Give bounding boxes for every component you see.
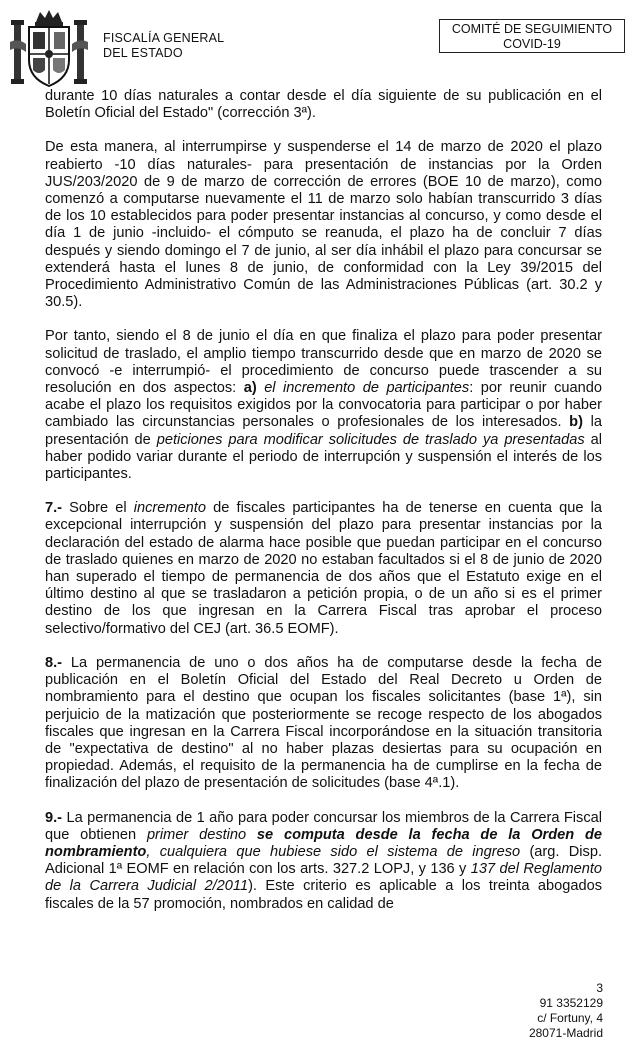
text-run: : por reunir cuando acabe el plazo los requisitos exigidos por la convocatoria para participar o por haber cambiado las circunstancias personales o profesionales de los interesados.: [45, 380, 603, 431]
italic-run: 137 del Reglamento de la Carrera Judicial 2/2011: [45, 861, 603, 895]
italic-run: incremento: [133, 500, 206, 517]
text-run: La permanencia de uno o dos años ha de computarse desde la fecha de publicación en el Boletín Oficial del Estado del Real Decreto u Orden de nombramiento para el destino que ocupan los fiscales solicitantes (base 1ª), sin perjuicio de la matización que posteriormente se recoge respecto de los abogados fiscales que ingresan en la Carrera Fiscal incorporándose en la situación transitoria de "expectativa de destino" al no haber plazas desiertas para su ocupación en propiedad. Además, el requisito de la permanencia ha de cumplirse en la fecha de finalización del plazo de presentación de solicitudes (base 4ª.1).: [45, 654, 602, 792]
document-body: [45, 88, 602, 913]
page-footer: [529, 981, 603, 1041]
committee-line-2: COVID-19: [503, 37, 561, 51]
text-run: La permanencia de 1 año para poder concursar los miembros de la Carrera Fiscal que obtienen: [45, 809, 602, 843]
bold-italic-run: se computa desde la fecha de la Orden de nombramiento: [45, 826, 602, 860]
section-number: 9.-: [45, 809, 63, 826]
section-number: 8.-: [45, 654, 63, 671]
text-run: Por tanto, siendo el 8 de junio el día en que finaliza el plazo para poder presentar solicitud de traslado, el amplio tiempo transcurrido desde que en marzo de 2020 se convocó -e interrumpió- el procedimiento de concurso puede trascender a su resolución en dos aspectos:: [45, 328, 602, 397]
text-run: la presentación de: [45, 414, 602, 448]
bold-marker-b: b): [569, 414, 583, 431]
committee-line-1: COMITÉ DE SEGUIMIENTO: [451, 22, 613, 36]
text-run: ). Este criterio es aplicable a los treinta abogados fiscales de la 57 promoción, nombrados en calidad de: [45, 878, 602, 912]
committee-box: [439, 19, 625, 53]
paragraph-7: [45, 500, 602, 638]
paragraph-8: [45, 655, 602, 793]
paragraph-por-tanto: [45, 328, 602, 483]
bold-marker-a: a): [243, 380, 257, 397]
paragraph-9: [45, 810, 602, 913]
organization-name: [103, 31, 224, 61]
footer-phone: 91 3352129: [539, 996, 603, 1010]
text-run: (arg. Disp. Adicional 1ª EOMF en relación con los arts. 327.2 LOPJ, y 136 y: [45, 843, 602, 878]
paragraph-plazo: De esta manera, al interrumpirse y suspenderse el 14 de marzo de 2020 el plazo reabierto -10 días naturales- para presentación de instancias por la Orden JUS/203/2020 de 9 de marzo de corrección de errores (BOE 10 de marzo), como comenzó a computarse nuevamente el 11 de marzo solo habían transcurrido 3 días de los 10 establecidos para poder presentar instancias al concurso, y como desde el día 1 de junio -incluido- el cómputo se reanuda, el plazo ha de concluir 7 días después y siendo domingo el 7 de junio, al ser día inhábil el plazo para concursar se extenderá hasta el lunes 8 de junio, de conformidad con la Ley 39/2015 del Procedimiento Administrativo Común de las Administraciones Públicas (art. 30.2 y 30.5).: [45, 139, 602, 311]
italic-run: peticiones para modificar solicitudes de traslado ya presentadas: [156, 431, 585, 448]
coat-of-arms-logo: [10, 8, 88, 90]
org-line-1: FISCALÍA GENERAL: [103, 31, 225, 45]
italic-run: primer destino: [146, 826, 247, 843]
text-run: al haber podido variar durante el periodo de interrupción y suspensión el interés de los participantes.: [45, 431, 602, 483]
footer-street: c/ Fortuny, 4: [537, 1011, 603, 1025]
footer-city: 28071-Madrid: [528, 1026, 603, 1040]
text-run: de fiscales participantes ha de tenerse en cuenta que la excepcional interrupción y suspensión del plazo para presentar instancias por la declaración del estado de alarma hace posible que puedan participar en el concurso de traslado quienes en marzo de 2020 no estaban facultados si el 8 de junio de 2020 han superado el tiempo de permanencia de dos años que el Estatuto exige en el último destino al que se trasladaron a petición propia, o de un año si es el primer destino de los que ingresan en la Carrera Fiscal tras aprobar el proceso selectivo/formativo del CEJ (art. 36.5 EOMF).: [45, 500, 602, 637]
text-run: Sobre el: [62, 500, 134, 517]
org-line-2: DEL ESTADO: [103, 46, 183, 60]
paragraph-continuation: durante 10 días naturales a contar desde el día siguiente de su publicación en el Boletín Oficial del Estado" (corrección 3ª).: [45, 88, 602, 122]
section-number: 7.-: [45, 500, 63, 517]
italic-run: , cualquiera que hubiese sido el sistema de ingreso: [146, 843, 521, 860]
page-number: 3: [596, 981, 603, 995]
italic-run: el incremento de participantes: [256, 380, 470, 397]
